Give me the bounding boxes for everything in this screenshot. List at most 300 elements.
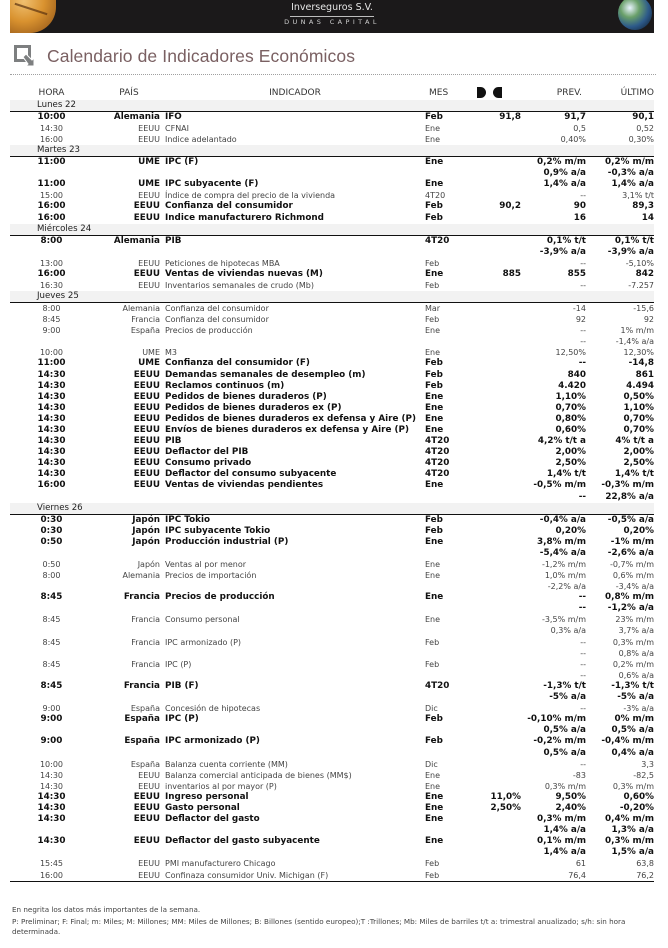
cell-mes: 4T20 (425, 469, 450, 480)
cell-hora (10, 670, 93, 681)
cell-prev: 9,50% (555, 791, 586, 802)
cell-ult: 0,3% m/m (612, 637, 654, 647)
cell-mes: Ene (425, 402, 444, 413)
table-row (10, 592, 654, 603)
cell-ult: 4% t/t a (615, 436, 654, 447)
cell-mes: Feb (425, 315, 440, 325)
cell-ant (477, 703, 525, 714)
cell-prev: 0,20% (555, 525, 586, 536)
table-row (10, 759, 654, 770)
cell-ult: 0,6% m/m (612, 571, 654, 580)
cell-mes: Feb (425, 870, 477, 882)
cell-ant (477, 414, 525, 425)
cell-indicador (165, 247, 425, 258)
cell-pais (93, 670, 165, 681)
cell-hora (10, 748, 93, 759)
cell-hora (10, 548, 93, 559)
col-indicador: INDICADOR (269, 87, 321, 98)
cell-indicador (165, 581, 425, 592)
cell-mes: Ene (425, 424, 444, 435)
cell-pais: España (130, 326, 160, 336)
cell-prev: 0,60% (555, 424, 586, 435)
cell-prev: -0,5% m/m (533, 480, 586, 491)
cell-mes: Ene (425, 268, 444, 279)
cell-ant (477, 168, 525, 179)
table-row (10, 614, 654, 625)
cell-ult: -0,3% a/a (607, 168, 654, 179)
company-subtitle: DUNAS CAPITAL (284, 18, 380, 26)
cell-indicador: Deflactor del gasto subyacente (165, 836, 320, 847)
table-row (10, 336, 654, 347)
cell-prev: 76,4 (525, 870, 590, 882)
cell-hora: 14:30 (37, 380, 66, 391)
cell-ant (477, 280, 525, 291)
table-row (10, 537, 654, 548)
cell-prev: -1,2% m/m (541, 559, 586, 569)
cell-mes: Dic (425, 704, 438, 714)
cell-mes: Ene (425, 836, 444, 847)
cell-ant (477, 425, 525, 436)
cell-prev: -- (580, 648, 586, 658)
cell-ant (477, 392, 525, 403)
cell-indicador: inventarios al por mayor (P) (165, 781, 277, 791)
cell-indicador (165, 625, 425, 636)
cell-hora: 16:00 (39, 135, 64, 145)
table-row (10, 325, 654, 336)
cell-pais: EEUU (138, 124, 160, 133)
day-label: Miércoles 24 (10, 224, 654, 236)
cell-hora: 16:00 (10, 870, 93, 882)
cell-indicador: Deflactor del gasto (165, 814, 260, 825)
cell-pais: España (130, 759, 160, 769)
cell-hora (10, 492, 93, 503)
cell-prev: 90 (573, 201, 586, 212)
cell-ant (477, 458, 525, 469)
cell-ult: -82,5 (633, 770, 654, 780)
cell-mes: 4T20 (425, 235, 450, 246)
cell-ant (477, 825, 525, 836)
day-header-row (10, 503, 654, 515)
cell-indicador: IPC Tokio (165, 514, 211, 525)
cell-prev: 61 (575, 859, 586, 869)
page-title-row (14, 42, 355, 70)
cell-mes: Ene (425, 157, 444, 168)
cell-indicador: Pedidos de bienes duraderos (P) (165, 391, 327, 402)
cell-ult: 92 (643, 315, 654, 325)
cell-mes: 4T20 (425, 436, 450, 447)
cell-indicador (165, 168, 425, 179)
cell-mes (425, 336, 477, 347)
cell-hora: 8:45 (42, 637, 61, 647)
cell-ant (477, 370, 525, 381)
cell-ult: 1% m/m (620, 326, 654, 336)
cell-ant (477, 637, 525, 648)
cell-ant (477, 870, 525, 882)
cell-pais: EEUU (133, 458, 160, 469)
cell-mes: 4T20 (425, 458, 450, 469)
cell-pais: EEUU (138, 770, 160, 780)
cell-hora: 14:30 (39, 781, 64, 791)
cell-mes: Feb (425, 514, 443, 525)
cell-ult: -1,3% t/t (611, 680, 654, 691)
cell-hora (10, 168, 93, 179)
cell-hora: 14:30 (37, 391, 66, 402)
cell-prev: 2,50% (555, 458, 586, 469)
table-row (10, 247, 654, 258)
cell-indicador: IPC (F) (165, 157, 199, 168)
col-pais: PAÍS (119, 87, 139, 98)
cell-indicador: Precios de producción (165, 326, 253, 336)
cell-pais: EEUU (133, 268, 160, 279)
cell-mes: Mar (425, 304, 441, 314)
cell-indicador: Deflactor del PIB (165, 447, 249, 458)
day-label: Lunes 22 (10, 100, 654, 112)
cell-mes: Feb (425, 201, 443, 212)
cell-prev: 91,7 (564, 112, 586, 122)
cell-indicador: Reclamos continuos (m) (165, 380, 285, 391)
table-row (10, 570, 654, 581)
cell-indicador (165, 725, 425, 736)
cell-ult: 0,4% a/a (611, 747, 654, 758)
table-row (10, 492, 654, 503)
cell-indicador: Deflactor del consumo subyacente (165, 469, 337, 480)
cell-ant (477, 725, 525, 736)
cell-indicador (165, 548, 425, 559)
cell-ult: 0,6% a/a (618, 670, 654, 680)
cell-mes (425, 247, 477, 258)
cell-indicador: Envíos de bienes duraderos ex defensa y Aire (P) (165, 424, 410, 435)
cell-prev: 855 (567, 268, 586, 279)
cell-prev: -- (578, 592, 586, 603)
header-banner (10, 0, 654, 33)
table-row (10, 112, 654, 124)
cell-indicador: Pedidos de bienes duraderos ex defensa y Aire (P) (165, 413, 417, 424)
table-row (10, 314, 654, 325)
table-row (10, 703, 654, 714)
cell-indicador (165, 492, 425, 503)
col-hora: HORA (38, 87, 65, 98)
cell-ult: 22,8% a/a (605, 491, 654, 502)
cell-indicador: IPC (P) (165, 659, 192, 669)
cell-ult: -1% m/m (610, 536, 654, 547)
cell-indicador: Confianza del consumidor (165, 201, 293, 212)
cell-ant: 91,8 (499, 112, 521, 122)
cell-hora: 8:45 (42, 615, 61, 625)
cell-ult: 3,1% t/t (622, 191, 654, 201)
cell-ult: 23% m/m (615, 615, 654, 625)
cell-mes: Feb (425, 380, 443, 391)
table-row (10, 381, 654, 392)
cell-prev: 4,2% t/t a (537, 436, 586, 447)
table-row (10, 447, 654, 458)
table-row (10, 425, 654, 436)
cell-prev: 0,5 (573, 124, 586, 133)
cell-mes: Ene (425, 348, 441, 358)
cell-ult: -0,7% m/m (609, 559, 654, 569)
cell-mes: 4T20 (425, 447, 450, 458)
cell-hora: 8:00 (40, 235, 63, 246)
cell-prev: -1,3% t/t (543, 680, 586, 691)
table-row (10, 648, 654, 659)
cell-prev: 840 (567, 369, 586, 380)
cell-hora: 11:00 (37, 179, 66, 190)
table-row (10, 480, 654, 491)
cell-ant (477, 670, 525, 681)
cell-prev: 2,00% (555, 447, 586, 458)
cell-prev: 2,40% (555, 802, 586, 813)
cell-prev: -0,10% m/m (527, 714, 586, 725)
cell-indicador (165, 648, 425, 659)
cell-prev: -- (580, 637, 586, 647)
cell-pais: EEUU (133, 814, 160, 825)
cell-pais: Japón (132, 514, 160, 525)
table-row (10, 258, 654, 269)
cell-indicador: Balanza comercial anticipada de bienes (MM$) (165, 770, 352, 780)
table-header-row (10, 85, 654, 100)
cell-prev: 0,40% (560, 135, 586, 145)
cell-ant (477, 836, 525, 847)
cell-ant (477, 235, 525, 247)
table-row (10, 814, 654, 825)
cell-pais (93, 692, 165, 703)
cell-pais: Japón (132, 536, 160, 547)
cell-mes: Ene (425, 592, 444, 603)
cell-prev: 16 (573, 212, 586, 223)
cell-pais: Japón (132, 525, 160, 536)
cell-ult: -1,2% a/a (607, 603, 654, 614)
cell-pais (93, 168, 165, 179)
cell-indicador (165, 692, 425, 703)
cell-prev: 0,1% m/m (536, 836, 586, 847)
table-row (10, 303, 654, 315)
cell-indicador: Confianza del consumidor (F) (165, 358, 310, 369)
cell-pais: Japón (137, 559, 160, 569)
cell-pais: Francia (123, 680, 160, 691)
cell-ant (477, 492, 525, 503)
cell-hora: 14:30 (37, 814, 66, 825)
cell-pais: EEUU (133, 201, 160, 212)
cell-pais (93, 748, 165, 759)
table-row (10, 870, 654, 882)
table-row (10, 681, 654, 692)
cell-mes (425, 581, 477, 592)
cell-mes: Ene (425, 326, 441, 336)
cell-prev: -- (580, 759, 586, 769)
table-row (10, 134, 654, 145)
cell-ant: 90,2 (499, 201, 521, 212)
cell-pais (93, 247, 165, 258)
cell-ant (477, 347, 525, 358)
external-link-icon (14, 45, 36, 67)
day-header-row (10, 100, 654, 112)
cell-hora: 14:30 (37, 424, 66, 435)
cell-hora: 11:00 (37, 157, 66, 168)
cell-indicador: PMI manufacturero Chicago (165, 859, 276, 869)
cell-ult: -7.257 (628, 280, 654, 290)
cell-indicador: Producción industrial (P) (165, 536, 289, 547)
cell-ult: 0,8% m/m (604, 592, 654, 603)
cell-indicador: Concesión de hipotecas (165, 704, 261, 714)
cell-ant (477, 190, 525, 201)
cell-pais: Francia (131, 315, 160, 325)
cell-hora: 16:00 (37, 201, 66, 212)
dotted-divider (10, 74, 656, 75)
cell-pais: EEUU (138, 859, 160, 869)
cell-ult: -1,4% a/a (615, 337, 654, 347)
cell-indicador: Consumo personal (165, 615, 240, 625)
cell-indicador: Índice de compra del precio de la vivienda (165, 191, 336, 201)
cell-indicador: PIB (165, 436, 182, 447)
cell-ant (477, 714, 525, 725)
cell-hora: 0:50 (42, 559, 61, 569)
cell-mes (425, 648, 477, 659)
cell-ant (477, 625, 525, 636)
table-row (10, 168, 654, 179)
cell-pais: EEUU (133, 380, 160, 391)
cell-pais: Alemania (113, 112, 160, 122)
cell-hora: 16:00 (37, 212, 66, 223)
cell-hora (10, 847, 93, 858)
cell-ant: 2,50% (490, 802, 521, 813)
cell-hora: 14:30 (37, 369, 66, 380)
cell-ult: 0,3% m/m (612, 781, 654, 791)
cell-ant (477, 537, 525, 548)
cell-pais: EEUU (138, 258, 160, 268)
cell-prev: 3,8% m/m (536, 536, 586, 547)
cell-hora (10, 725, 93, 736)
table-row (10, 736, 654, 747)
day-label: Jueves 25 (10, 291, 654, 303)
cell-mes: Feb (425, 736, 443, 747)
indicators-table (10, 85, 654, 882)
brand-logo (10, 2, 654, 27)
cell-ant (477, 303, 525, 315)
table-row (10, 725, 654, 736)
cell-prev: -5% a/a (549, 692, 586, 703)
cell-ant (477, 592, 525, 603)
cell-hora: 8:45 (42, 315, 61, 325)
cell-mes: Feb (425, 659, 440, 669)
cell-mes (425, 168, 477, 179)
cell-hora: 10:00 (39, 759, 64, 769)
cell-ant (477, 514, 525, 526)
cell-prev: -- (580, 659, 586, 669)
cell-pais (93, 847, 165, 858)
cell-ant (477, 179, 525, 190)
cell-hora: 16:00 (37, 268, 66, 279)
half-moon-right-icon (477, 87, 486, 98)
cell-ant (477, 258, 525, 269)
cell-mes: Ene (425, 802, 444, 813)
cell-hora (10, 603, 93, 614)
cell-mes: Ene (425, 179, 444, 190)
table-row (10, 548, 654, 559)
table-row (10, 157, 654, 169)
cell-ult: 1,4% t/t (614, 469, 654, 480)
cell-prev: 1,10% (555, 391, 586, 402)
cell-indicador (165, 748, 425, 759)
cell-pais: EEUU (133, 447, 160, 458)
cell-mes (425, 725, 477, 736)
cell-indicador (165, 825, 425, 836)
cell-mes: Ene (425, 391, 444, 402)
cell-ult: -15,6 (633, 304, 654, 314)
cell-prev: -- (578, 358, 586, 369)
company-name: Inverseguros S.V. (291, 2, 373, 13)
cell-mes: Feb (425, 258, 440, 268)
cell-prev: -- (580, 704, 586, 714)
cell-mes: Ene (425, 791, 444, 802)
cell-ult: 0,1% t/t (614, 235, 654, 246)
cell-mes (425, 625, 477, 636)
cell-ant (477, 381, 525, 392)
cell-hora (10, 648, 93, 659)
cell-pais (93, 548, 165, 559)
cell-ant (477, 781, 525, 792)
cell-hora: 8:45 (40, 592, 63, 603)
cell-ult: -0,20% (619, 802, 654, 813)
day-header-row (10, 224, 654, 236)
cell-indicador: IPC armonizado (P) (165, 637, 242, 647)
cell-prev: -- (580, 326, 586, 336)
cell-ult: 76,2 (590, 870, 654, 882)
cell-hora: 14:30 (39, 770, 64, 780)
cell-ant (477, 614, 525, 625)
cell-ult: 0,60% (623, 791, 654, 802)
cell-indicador: Confianza del consumidor (165, 304, 269, 314)
footer-note-bold: En negrita los datos más importantes de la semana. (12, 905, 201, 914)
cell-hora: 8:45 (42, 659, 61, 669)
cell-pais: EEUU (133, 802, 160, 813)
cell-mes: Feb (425, 280, 440, 290)
brand-divider (290, 16, 374, 17)
cell-mes (425, 548, 477, 559)
cell-hora: 14:30 (37, 413, 66, 424)
cell-hora (10, 581, 93, 592)
cell-ant (477, 447, 525, 458)
cell-pais: Francia (131, 659, 160, 669)
cell-indicador: IPC armonizado (P) (165, 736, 260, 747)
cell-ant (477, 314, 525, 325)
cell-prev: 0,80% (555, 413, 586, 424)
cell-ant (477, 336, 525, 347)
cell-ult: 0,4% m/m (604, 814, 654, 825)
col-moons (477, 85, 525, 100)
cell-pais: Alemania (113, 235, 160, 246)
cell-mes: Ene (425, 615, 441, 625)
cell-ant (477, 325, 525, 336)
table-row (10, 603, 654, 614)
cell-pais: EEUU (133, 836, 160, 847)
cell-pais: EEUU (133, 469, 160, 480)
cell-pais: EEUU (93, 870, 165, 882)
cell-indicador: Ventas al por menor (165, 559, 247, 569)
cell-hora: 9:00 (42, 326, 61, 336)
cell-prev: 0,2% m/m (536, 157, 586, 168)
cell-prev: 0,5% a/a (543, 725, 586, 736)
cell-prev: -- (578, 603, 586, 614)
cell-prev: 0,9% a/a (543, 168, 586, 179)
cell-prev: -3,9% a/a (539, 246, 586, 257)
cell-mes: Ene (425, 536, 444, 547)
table-row (10, 213, 654, 224)
cell-hora: 0:30 (40, 514, 63, 525)
cell-ult: 0,70% (623, 413, 654, 424)
cell-ant (477, 648, 525, 659)
cell-ant (477, 770, 525, 781)
cell-hora: 0:30 (40, 525, 63, 536)
cell-indicador (165, 670, 425, 681)
